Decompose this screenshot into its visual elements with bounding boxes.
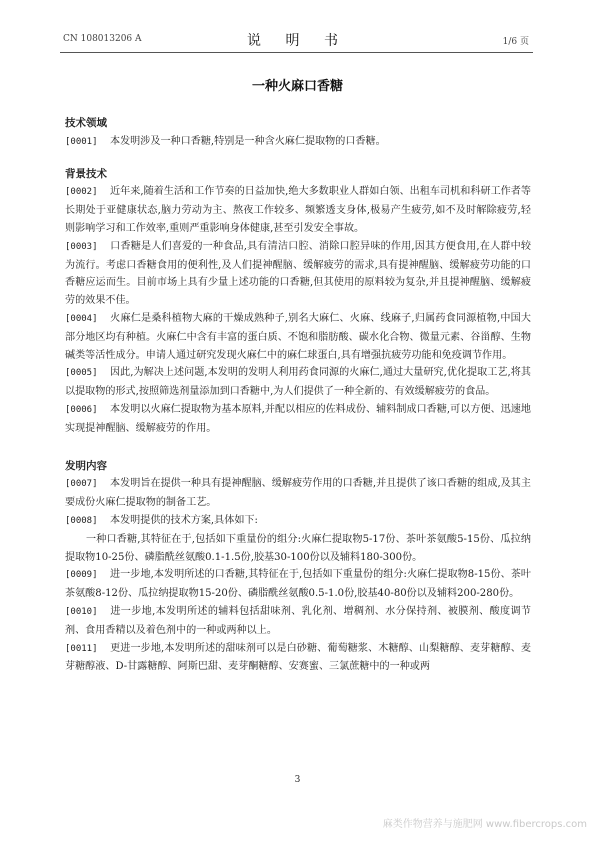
paragraph-0004 bbox=[65, 310, 531, 364]
section-heading-background: 背景技术 bbox=[65, 167, 107, 180]
paragraph-text: 本发明提供的技术方案,具体如下: bbox=[110, 514, 258, 526]
paragraph-text: 一种口香糖,其特征在于,包括如下重量份的组分:火麻仁提取物5-17份、茶叶茶氨酸5-15份、瓜拉纳提取物10-25份、磷脂酰丝氨酸0.1-1.5份,胶基30-100份以及辅料180-300份。 bbox=[65, 533, 531, 563]
section-heading-tech-field: 技术领域 bbox=[65, 117, 107, 129]
paragraph-text: 近年来,随着生活和工作节奏的日益加快,绝大多数职业人群如白领、出租车司机和科研工作者等长期处于亚健康状态,脑力劳动为主、熬夜工作较多、频繁透支身体,极易产生疲劳,如不及时解除疲劳,轻则影响学习和工作效率,重则严重影响身体健康,甚至引发安全事故。 bbox=[65, 186, 531, 234]
paragraph-0001 bbox=[65, 133, 531, 152]
paragraph-0006 bbox=[65, 401, 531, 438]
paragraph-number: [0009] bbox=[65, 570, 98, 581]
paragraph-text: 因此,为解决上述问题,本发明的发明人利用药食同源的火麻仁,通过大量研究,优化提取工艺,将其以提取物的形式,按照筛选剂量添加到口香糖中,为人们提供了一种全新的、有效缓解疲劳的食品。 bbox=[65, 367, 531, 398]
paragraph-text: 本发明涉及一种口香糖,特别是一种含火麻仁提取物的口香糖。 bbox=[110, 135, 386, 147]
watermark: 麻类作物营养与施肥网 www.fibercrops.com bbox=[382, 819, 587, 830]
paragraph-number: [0008] bbox=[65, 515, 98, 526]
paragraph-text: 进一步地,本发明所述的辅料包括甜味剂、乳化剂、增稠剂、水分保持剂、被膜剂、酸度调节剂、食用香精以及着色剂中的一种或两种以上。 bbox=[65, 605, 531, 636]
paragraph-0007 bbox=[65, 475, 531, 512]
document-type: 说 明 书 bbox=[247, 33, 348, 49]
paragraph-number: [0010] bbox=[65, 606, 98, 617]
paragraph-text: 更进一步地,本发明所述的甜味剂可以是白砂糖、葡萄糖浆、木糖醇、山梨糖醇、麦芽糖醇、麦芽糖醇液、D-甘露糖醇、阿斯巴甜、麦芽酮糖醇、安赛蜜、三氯蔗糖中的一种或两 bbox=[65, 642, 531, 673]
paragraph-text: 进一步地,本发明所述的口香糖,其特征在于,包括如下重量份的组分:火麻仁提取物8-15份、茶叶茶氨酸8-12份、瓜拉纳提取物15-20份、磷脂酰丝氨酸0.5-1.0份,胶基40-80份以及辅料200-280份。 bbox=[65, 569, 531, 600]
paragraph-0003 bbox=[65, 238, 531, 310]
paragraph-number: [0006] bbox=[65, 404, 98, 415]
paragraph-0005 bbox=[65, 364, 531, 401]
paragraph-text: 本发明以火麻仁提取物为基本原料,并配以相应的佐料成份、辅料制成口香糖,可以方便、迅速地实现提神醒脑、缓解疲劳的作用。 bbox=[65, 403, 531, 434]
paragraph-number: [0001] bbox=[65, 136, 98, 147]
paragraph-number: [0005] bbox=[65, 368, 98, 379]
patent-number: CN 108013206 A bbox=[63, 34, 142, 44]
paragraph-0011 bbox=[65, 640, 531, 677]
paragraph-text: 口香糖是人们喜爱的一种食品,具有清洁口腔、消除口腔异味的作用,因其方便食用,在人群中较为流行。考虑口香糖食用的便利性,及人们提神醒脑、缓解疲劳的需求,具有提神醒脑、缓解疲劳功能的口香糖应运而生。目前市场上具有少量上述功能的口香糖,但其使用的原料较为复杂,并且提神醒脑、缓解疲劳的效果不佳。 bbox=[65, 240, 531, 307]
paragraph-0008 bbox=[65, 512, 531, 531]
paragraph-0009 bbox=[65, 566, 531, 603]
paragraph-0010 bbox=[65, 603, 531, 640]
paragraph-number: [0004] bbox=[65, 313, 98, 324]
paragraph-text: 火麻仁是桑科植物大麻的干燥成熟种子,别名大麻仁、火麻、线麻子,归属药食同源植物,中国大部分地区均有种植。火麻仁中含有丰富的蛋白质、不饱和脂肪酸、碳水化合物、微量元素、谷甾醇、生物碱类等活性成分。申请人通过研究发现火麻仁中的麻仁球蛋白,具有增强抗疲劳功能和免疫调节作用。 bbox=[65, 312, 531, 361]
page-indicator: 1/6 页 bbox=[502, 37, 529, 47]
paragraph-text: 本发明旨在提供一种具有提神醒脑、缓解疲劳作用的口香糖,并且提供了该口香糖的组成,及其主要成份火麻仁提取物的制备工艺。 bbox=[65, 478, 531, 509]
paragraph-0002 bbox=[65, 183, 531, 237]
paragraph-0008-formula bbox=[65, 531, 531, 567]
paragraph-number: [0007] bbox=[65, 479, 98, 490]
page-title: 一种火麻口香糖 bbox=[251, 79, 343, 94]
paragraph-number: [0003] bbox=[65, 241, 98, 252]
paragraph-number: [0002] bbox=[65, 187, 98, 198]
header-rule bbox=[60, 52, 533, 53]
paragraph-number: [0011] bbox=[65, 643, 98, 654]
document-body bbox=[65, 108, 531, 676]
page-number: 3 bbox=[294, 775, 301, 785]
section-heading-invention: 发明内容 bbox=[65, 459, 107, 472]
